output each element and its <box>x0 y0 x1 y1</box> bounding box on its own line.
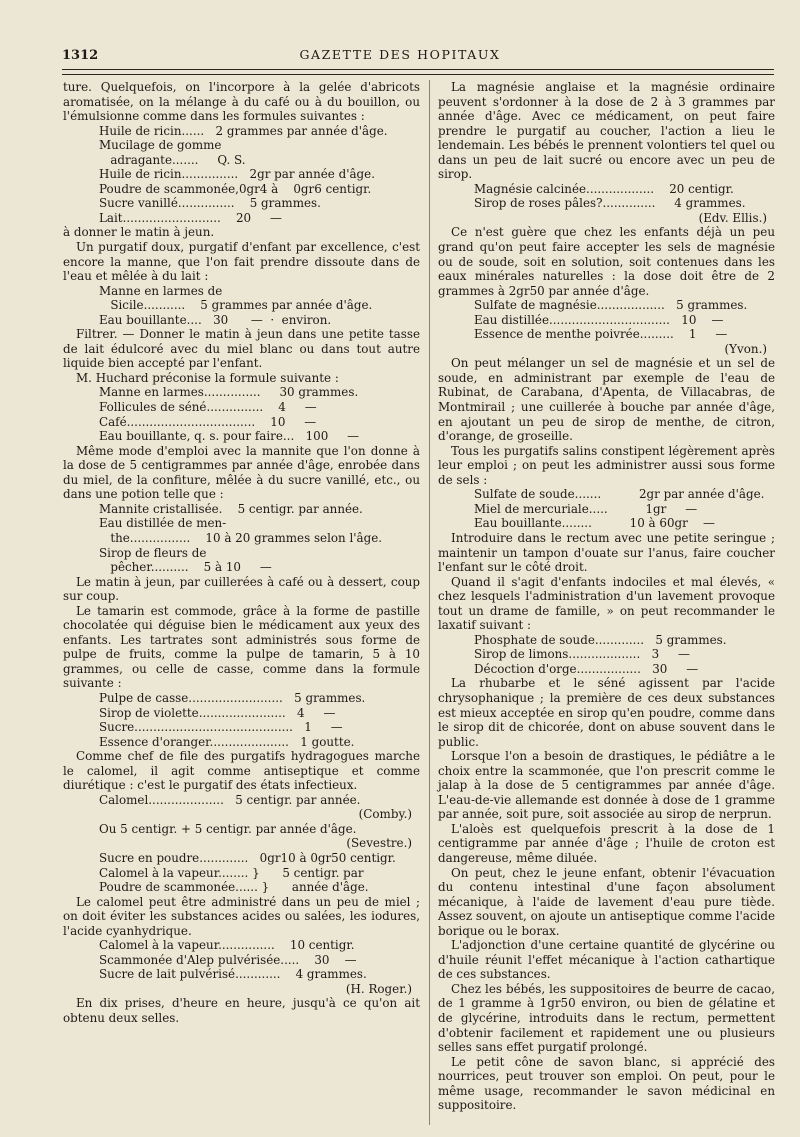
formula-line: Scammonée d'Alep pulvérisée..... 30 — <box>99 952 357 967</box>
paragraph: Le tamarin est commode, grâce à la forme de pastille chocolatée qui déguise bien le médicament aux yeux des enfants. Les tartrates sont administrés sous forme de pulpe de fruits, comme la pulpe de tamarin, 5 à 10 grammes, ou celle de casse, comme dans la formule suivante : <box>63 603 420 691</box>
formula-line: Phosphate de soude............. 5 grammes. <box>474 632 727 647</box>
formula-line: Sicile........... 5 grammes par année d'âge. <box>99 298 373 313</box>
paragraph: La magnésie anglaise et la magnésie ordinaire peuvent s'ordonner à la dose de 2 à 3 grammes par année d'âge. Avec ce médicament, on peut faire prendre le purgatif au coucher, l'action a lieu le lendemain. Les bébés le prennent volontiers tel quel ou dans un peu de lait sucré ou encore avec un peu de sirop. <box>438 80 775 182</box>
formula-line: the................ 10 à 20 grammes selon l'âge. <box>99 530 383 545</box>
right-column <box>438 80 775 1113</box>
formula-line: Manne en larmes de <box>99 283 223 298</box>
formula-line: Sucre de lait pulvérisé............ 4 grammes. <box>99 967 367 982</box>
paragraph: Lorsque l'on a besoin de drastiques, le pédiâtre a le choix entre la scammonée, que l'on prescrit comme le jalap à la dose de 5 centigrammes par année d'âge. L'eau-de-vie allemande est donnée à dose de 1 gramme par année, soit pure, soit associée au sirop de nerprun. <box>438 749 775 822</box>
paragraph: Chez les bébés, les suppositoires de beurre de cacao, de 1 gramme à 1gr50 environ, ou bien de gélatine et de glycérine, introduits dans le rectum, permettent d'obtenir facilement et rapidement une ou plusieurs selles sans effet purgatif prolongé. <box>438 981 775 1055</box>
formula-line: Sucre vanillé............... 5 grammes. <box>99 196 321 211</box>
paragraph: Même mode d'emploi avec la mannite que l'on donne à la dose de 5 centigrammes par année d'âge, enrobée dans du miel, de la confiture, mêlée à du sucre vanillé, etc., ou dans une potion telle que : <box>63 443 420 502</box>
formula-line: Follicules de séné............... 4 — <box>99 400 317 415</box>
formula-line: Sulfate de magnésie.................. 5 grammes. <box>474 298 748 313</box>
paragraph: Quand il s'agit d'enfants indociles et mal élevés, « chez lesquels l'administration d'un lavement provoque tout un drame de famille, » on peut recommander le laxatif suivant : <box>438 574 775 633</box>
formula-line: Sucre.......................................... 1 — <box>99 720 343 735</box>
paragraph: ture. Quelquefois, on l'incorpore à la gelée d'abricots aromatisée, on la mélange à du café ou à du bouillon, ou l'émulsionne comme dans les formules suivantes : <box>63 80 420 124</box>
formula-line: Sucre en poudre............. 0gr10 à 0gr50 centigr. <box>99 850 396 865</box>
paragraph: La rhubarbe et le séné agissent par l'acide chrysophanique ; la première de ces deux substances est mieux acceptée en sirop qu'en poudre, comme dans le sirop dit de chicorée, dont on abuse souvent dans le public. <box>438 676 775 749</box>
formula-line: Mannite cristallisée. 5 centigr. par année. <box>99 501 363 516</box>
running-head: GAZETTE DES HOPITAUX <box>299 47 501 62</box>
formula-line: Eau bouillante........ 10 à 60gr — <box>474 516 715 531</box>
formula-line: Miel de mercuriale..... 1gr — <box>474 501 698 516</box>
formula-line: Essence de menthe poivrée......... 1 — <box>474 327 728 342</box>
citation: (H. Roger.) <box>345 981 412 996</box>
paragraph: Comme chef de file des purgatifs hydragogues marche le calomel, il agit comme antiseptique et comme diurétique : c'est le purgatif des états infectieux. <box>63 749 420 793</box>
formula-line: Eau distillée de men- <box>99 516 227 531</box>
formula-line: Manne en larmes............... 30 grammes. <box>99 385 359 400</box>
formula-line: Sirop de limons................... 3 — <box>474 647 690 662</box>
citation: (Comby.) <box>358 807 412 822</box>
paragraph: M. Huchard préconise la formule suivante : <box>76 370 339 385</box>
column-divider <box>429 80 430 1125</box>
paragraph: Introduire dans le rectum avec une petite seringue ; maintenir un tampon d'ouate sur l'anus, faire coucher l'enfant sur le côté droit. <box>438 530 775 575</box>
formula-line: Eau bouillante, q. s. pour faire... 100 — <box>99 429 360 444</box>
paragraph: Ce n'est guère que chez les enfants déjà un peu grand qu'on peut faire accepter les sels de magnésie ou de soude, soit en solution, soit contenues dans les eaux minérales naturelles : la dose doit être de 2 grammes à 2gr50 par année d'âge. <box>438 225 775 298</box>
formula-line: Huile de ricin............... 2gr par année d'âge. <box>99 167 375 182</box>
formula-line: Magnésie calcinée.................. 20 centigr. <box>474 181 734 196</box>
formula-line: pêcher.......... 5 à 10 — <box>99 560 272 575</box>
formula-line: Sirop de roses pâles?.............. 4 grammes. <box>474 196 746 211</box>
citation: (Sevestre.) <box>346 836 412 851</box>
left-column <box>63 80 420 1026</box>
paragraph: L'aloès est quelquefois prescrit à la dose de 1 centigramme par année d'âge ; l'huile de croton est dangereuse, même diluée. <box>438 821 775 865</box>
paragraph: On peut mélanger un sel de magnésie et un sel de soude, en administrant par exemple de l'eau de Rubinat, de Carabana, d'Apenta, de Villacabras, de Montmirail ; une cuillerée à bouche par année d'âge, en ajoutant un peu de sirop de menthe, de citron, d'orange, de groseille. <box>438 356 775 444</box>
formula-line: Ou 5 centigr. + 5 centigr. par année d'âge. <box>99 821 357 836</box>
paragraph: En dix prises, d'heure en heure, jusqu'à ce qu'on ait obtenu deux selles. <box>63 996 420 1025</box>
page-number: 1312 <box>62 48 99 63</box>
paragraph: Le matin à jeun, par cuillerées à café ou à dessert, coup sur coup. <box>63 574 420 604</box>
formula-line: adragante....... Q. S. <box>99 152 246 167</box>
header-rule <box>62 69 774 70</box>
paragraph: Le calomel peut être administré dans un peu de miel ; on doit éviter les substances acides ou salées, les iodures, l'acide cyanhydrique. <box>63 894 420 938</box>
paragraph: L'adjonction d'une certaine quantité de glycérine ou d'huile réunit l'effet mécanique à l'action cathartique de ces substances. <box>438 938 775 982</box>
paragraph: Tous les purgatifs salins constipent légèrement après leur emploi ; on peut les administrer aussi sous forme de sels : <box>438 443 775 487</box>
paragraph: à donner le matin à jeun. <box>63 225 215 240</box>
paragraph: Un purgatif doux, purgatif d'enfant par excellence, c'est encore la manne, que l'on fait prendre dissoute dans de l'eau et mêlée à du lait : <box>63 240 420 284</box>
formula-line: Eau bouillante.... 30 — · environ. <box>99 312 332 327</box>
formula-line: Mucilage de gomme <box>99 138 222 153</box>
formula-line: Décoction d'orge................. 30 — <box>474 661 699 676</box>
header-rule-thin <box>62 74 774 75</box>
formula-line: Eau distillée................................ 10 — <box>474 312 724 327</box>
formula-line: Sulfate de soude....... 2gr par année d'âge. <box>474 487 765 502</box>
formula-line: Pulpe de casse......................... 5 grammes. <box>99 690 366 705</box>
paragraph: Le petit cône de savon blanc, si apprécié des nourrices, peut trouver son emploi. On peut, pour le même usage, recommander le savon médicinal en suppositoire. <box>438 1054 775 1113</box>
formula-line: Sirop de fleurs de <box>99 545 207 560</box>
paragraph: On peut, chez le jeune enfant, obtenir l'évacuation du contenu intestinal d'une façon absolument mécanique, à l'aide de lavement d'eau pure tiède. Assez souvent, on ajoute un antiseptique comme l'acide borique ou le borax. <box>438 865 775 938</box>
formula-line: Poudre de scammonée...... } année d'âge. <box>99 880 369 895</box>
formula-line: Calomel à la vapeur........ } 5 centigr. par <box>99 865 364 880</box>
formula-line: Poudre de scammonée,0gr4 à 0gr6 centigr. <box>99 181 372 196</box>
formula-line: Calomel.................... 5 centigr. par année. <box>99 792 361 807</box>
formula-line: Calomel à la vapeur............... 10 centigr. <box>99 938 355 953</box>
paragraph: Filtrer. — Donner le matin à jeun dans une petite tasse de lait édulcoré avec du miel blanc ou dans tout autre liquide bien accepté par l'enfant. <box>63 327 420 371</box>
formula-line: Huile de ricin...... 2 grammes par année d'âge. <box>99 123 388 138</box>
formula-line: Sirop de violette....................... 4 — <box>99 705 336 720</box>
citation: (Edv. Ellis.) <box>698 210 767 225</box>
citation: (Yvon.) <box>724 341 767 356</box>
formula-line: Essence d'oranger..................... 1 goutte. <box>99 734 355 749</box>
formula-line: Café.................................. 10 — <box>99 414 317 429</box>
formula-line: Lait.......................... 20 — <box>99 210 282 225</box>
